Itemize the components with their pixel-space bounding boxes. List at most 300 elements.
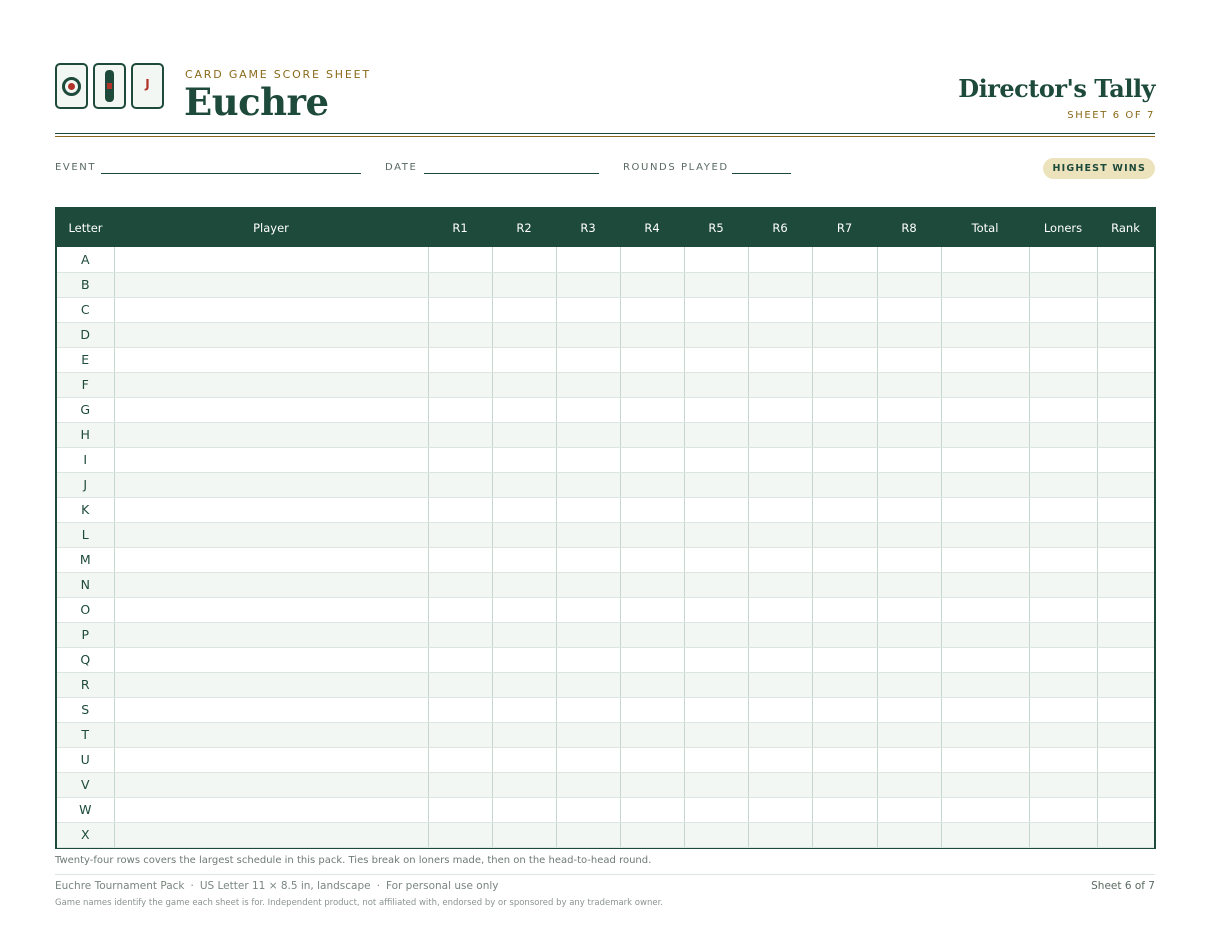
score-cell[interactable] <box>684 322 748 347</box>
score-cell[interactable] <box>428 797 492 822</box>
score-cell[interactable] <box>812 272 877 297</box>
score-cell[interactable] <box>941 697 1029 722</box>
score-cell[interactable] <box>877 372 941 397</box>
score-cell[interactable] <box>556 272 620 297</box>
score-cell[interactable] <box>684 347 748 372</box>
score-cell[interactable] <box>812 747 877 772</box>
score-cell[interactable] <box>748 597 812 622</box>
score-cell[interactable] <box>1029 522 1097 547</box>
score-cell[interactable] <box>877 797 941 822</box>
score-cell[interactable] <box>620 347 684 372</box>
score-cell[interactable] <box>684 447 748 472</box>
score-cell[interactable] <box>1029 697 1097 722</box>
score-cell[interactable] <box>428 747 492 772</box>
score-cell[interactable] <box>428 347 492 372</box>
card-logo <box>55 63 166 109</box>
score-cell[interactable] <box>941 247 1029 272</box>
score-cell[interactable] <box>1097 622 1154 647</box>
score-cell[interactable] <box>684 522 748 547</box>
score-cell[interactable] <box>556 647 620 672</box>
score-cell[interactable] <box>620 272 684 297</box>
score-cell[interactable] <box>556 547 620 572</box>
score-cell[interactable] <box>620 772 684 797</box>
score-cell[interactable] <box>620 322 684 347</box>
score-cell[interactable] <box>428 497 492 522</box>
score-cell[interactable] <box>620 697 684 722</box>
score-cell[interactable] <box>114 272 428 297</box>
score-cell[interactable] <box>1097 422 1154 447</box>
score-cell[interactable] <box>684 247 748 272</box>
score-cell[interactable] <box>684 572 748 597</box>
score-cell[interactable] <box>114 297 428 322</box>
score-cell[interactable] <box>748 347 812 372</box>
score-cell[interactable] <box>428 822 492 847</box>
table-row <box>57 697 1154 722</box>
score-cell[interactable] <box>812 422 877 447</box>
score-cell[interactable] <box>1097 647 1154 672</box>
score-cell[interactable] <box>556 447 620 472</box>
score-cell[interactable] <box>492 622 556 647</box>
score-cell[interactable] <box>114 822 428 847</box>
score-cell[interactable] <box>877 247 941 272</box>
score-cell[interactable] <box>941 672 1029 697</box>
score-cell[interactable] <box>492 822 556 847</box>
score-cell[interactable] <box>492 797 556 822</box>
score-cell[interactable] <box>114 572 428 597</box>
score-cell[interactable] <box>620 422 684 447</box>
score-cell[interactable] <box>492 272 556 297</box>
score-cell[interactable] <box>941 547 1029 572</box>
score-cell[interactable] <box>556 672 620 697</box>
score-cell[interactable] <box>492 672 556 697</box>
score-cell[interactable] <box>748 772 812 797</box>
score-cell[interactable] <box>877 647 941 672</box>
score-cell[interactable] <box>748 622 812 647</box>
score-cell[interactable] <box>684 747 748 772</box>
score-cell[interactable] <box>1097 372 1154 397</box>
score-cell[interactable] <box>941 822 1029 847</box>
score-cell[interactable] <box>492 472 556 497</box>
score-cell[interactable] <box>812 497 877 522</box>
score-cell[interactable] <box>684 297 748 322</box>
score-cell[interactable] <box>684 622 748 647</box>
score-cell[interactable] <box>556 497 620 522</box>
trademark-disclaimer: Game names identify the game each sheet is for. Independent product, not affiliated with, endorsed by or sponsored by any trademark owner. <box>55 898 663 908</box>
score-cell[interactable] <box>877 497 941 522</box>
score-cell[interactable] <box>684 597 748 622</box>
score-cell[interactable] <box>812 297 877 322</box>
score-cell[interactable] <box>428 622 492 647</box>
date-field[interactable] <box>424 173 599 174</box>
score-cell[interactable] <box>877 347 941 372</box>
score-cell[interactable] <box>556 772 620 797</box>
score-cell[interactable] <box>941 772 1029 797</box>
score-cell[interactable] <box>941 522 1029 547</box>
score-cell[interactable] <box>748 797 812 822</box>
score-cell[interactable] <box>684 272 748 297</box>
score-cell[interactable] <box>748 722 812 747</box>
score-cell[interactable] <box>877 822 941 847</box>
rounds-field[interactable] <box>732 173 791 174</box>
score-cell[interactable] <box>428 597 492 622</box>
score-cell[interactable] <box>1029 647 1097 672</box>
score-cell[interactable] <box>556 747 620 772</box>
event-field[interactable] <box>101 173 361 174</box>
score-cell[interactable] <box>748 572 812 597</box>
score-cell[interactable] <box>620 747 684 772</box>
score-cell[interactable] <box>114 522 428 547</box>
score-cell[interactable] <box>620 797 684 822</box>
score-cell[interactable] <box>684 472 748 497</box>
score-cell[interactable] <box>812 772 877 797</box>
score-cell[interactable] <box>1097 597 1154 622</box>
score-cell[interactable] <box>684 397 748 422</box>
score-cell[interactable] <box>620 572 684 597</box>
score-cell[interactable] <box>620 672 684 697</box>
score-cell[interactable] <box>556 697 620 722</box>
score-cell[interactable] <box>877 722 941 747</box>
score-cell[interactable] <box>684 772 748 797</box>
score-cell[interactable] <box>684 822 748 847</box>
score-cell[interactable] <box>492 572 556 597</box>
score-cell[interactable] <box>877 597 941 622</box>
score-cell[interactable] <box>941 372 1029 397</box>
score-cell[interactable] <box>812 522 877 547</box>
score-cell[interactable] <box>941 422 1029 447</box>
score-cell[interactable] <box>492 447 556 472</box>
score-cell[interactable] <box>556 297 620 322</box>
score-cell[interactable] <box>812 472 877 497</box>
score-cell[interactable] <box>114 447 428 472</box>
score-cell[interactable] <box>428 722 492 747</box>
score-cell[interactable] <box>1029 547 1097 572</box>
score-cell[interactable] <box>556 797 620 822</box>
score-cell[interactable] <box>877 772 941 797</box>
score-cell[interactable] <box>428 397 492 422</box>
score-cell[interactable] <box>1029 297 1097 322</box>
score-cell[interactable] <box>877 397 941 422</box>
score-cell[interactable] <box>877 697 941 722</box>
score-cell[interactable] <box>114 797 428 822</box>
score-cell[interactable] <box>492 347 556 372</box>
score-cell[interactable] <box>748 747 812 772</box>
score-cell[interactable] <box>941 297 1029 322</box>
score-cell[interactable] <box>1097 797 1154 822</box>
score-cell[interactable] <box>492 497 556 522</box>
score-cell[interactable] <box>114 497 428 522</box>
score-cell[interactable] <box>1097 697 1154 722</box>
score-cell[interactable] <box>428 697 492 722</box>
score-cell[interactable] <box>556 322 620 347</box>
score-cell[interactable] <box>1029 247 1097 272</box>
score-cell[interactable] <box>492 547 556 572</box>
score-cell[interactable] <box>941 622 1029 647</box>
score-cell[interactable] <box>620 522 684 547</box>
score-cell[interactable] <box>812 647 877 672</box>
score-cell[interactable] <box>428 547 492 572</box>
score-cell[interactable] <box>748 472 812 497</box>
score-cell[interactable] <box>114 472 428 497</box>
score-cell[interactable] <box>1097 572 1154 597</box>
score-cell[interactable] <box>114 322 428 347</box>
score-cell[interactable] <box>492 422 556 447</box>
score-cell[interactable] <box>812 397 877 422</box>
score-cell[interactable] <box>1029 772 1097 797</box>
score-cell[interactable] <box>812 597 877 622</box>
score-cell[interactable] <box>428 672 492 697</box>
score-cell[interactable] <box>1029 347 1097 372</box>
score-cell[interactable] <box>1097 772 1154 797</box>
sheet-kicker: CARD GAME SCORE SHEET <box>185 68 371 81</box>
score-cell[interactable] <box>620 822 684 847</box>
score-cell[interactable] <box>1029 597 1097 622</box>
score-cell[interactable] <box>684 647 748 672</box>
score-cell[interactable] <box>620 397 684 422</box>
score-cell[interactable] <box>941 797 1029 822</box>
score-cell[interactable] <box>428 772 492 797</box>
score-cell[interactable] <box>1029 472 1097 497</box>
score-cell[interactable] <box>1097 497 1154 522</box>
score-cell[interactable] <box>114 697 428 722</box>
score-cell[interactable] <box>877 472 941 497</box>
score-cell[interactable] <box>748 822 812 847</box>
score-cell[interactable] <box>492 397 556 422</box>
score-cell[interactable] <box>492 522 556 547</box>
score-cell[interactable] <box>620 547 684 572</box>
score-cell[interactable] <box>620 722 684 747</box>
score-cell[interactable] <box>684 547 748 572</box>
score-cell[interactable] <box>1097 322 1154 347</box>
score-cell[interactable] <box>556 372 620 397</box>
score-cell[interactable] <box>114 397 428 422</box>
score-cell[interactable] <box>1097 522 1154 547</box>
score-cell[interactable] <box>684 372 748 397</box>
score-cell[interactable] <box>684 797 748 822</box>
score-cell[interactable] <box>428 272 492 297</box>
score-cell[interactable] <box>428 247 492 272</box>
score-cell[interactable] <box>877 272 941 297</box>
score-cell[interactable] <box>1029 397 1097 422</box>
score-cell[interactable] <box>812 447 877 472</box>
score-cell[interactable] <box>1097 347 1154 372</box>
score-cell[interactable] <box>684 422 748 447</box>
score-cell[interactable] <box>812 697 877 722</box>
score-cell[interactable] <box>620 497 684 522</box>
score-cell[interactable] <box>812 372 877 397</box>
score-cell[interactable] <box>1029 447 1097 472</box>
score-cell[interactable] <box>556 572 620 597</box>
score-cell[interactable] <box>877 522 941 547</box>
score-cell[interactable] <box>941 597 1029 622</box>
score-cell[interactable] <box>812 322 877 347</box>
score-cell[interactable] <box>492 372 556 397</box>
score-cell[interactable] <box>748 422 812 447</box>
score-cell[interactable] <box>428 522 492 547</box>
score-cell[interactable] <box>748 297 812 322</box>
score-cell[interactable] <box>620 447 684 472</box>
score-cell[interactable] <box>1097 722 1154 747</box>
score-cell[interactable] <box>748 272 812 297</box>
score-cell[interactable] <box>1097 822 1154 847</box>
score-cell[interactable] <box>748 372 812 397</box>
score-cell[interactable] <box>1029 422 1097 447</box>
score-cell[interactable] <box>492 597 556 622</box>
score-cell[interactable] <box>1029 572 1097 597</box>
score-cell[interactable] <box>941 572 1029 597</box>
score-cell[interactable] <box>556 522 620 547</box>
score-cell[interactable] <box>812 797 877 822</box>
score-cell[interactable] <box>114 772 428 797</box>
score-cell[interactable] <box>428 372 492 397</box>
score-cell[interactable] <box>812 672 877 697</box>
score-cell[interactable] <box>492 772 556 797</box>
score-cell[interactable] <box>556 247 620 272</box>
score-cell[interactable] <box>941 647 1029 672</box>
score-cell[interactable] <box>428 572 492 597</box>
score-cell[interactable] <box>941 447 1029 472</box>
score-cell[interactable] <box>556 622 620 647</box>
score-cell[interactable] <box>620 297 684 322</box>
score-cell[interactable] <box>684 497 748 522</box>
score-cell[interactable] <box>1029 747 1097 772</box>
score-cell[interactable] <box>1097 547 1154 572</box>
score-cell[interactable] <box>684 722 748 747</box>
score-cell[interactable] <box>492 247 556 272</box>
score-cell[interactable] <box>748 247 812 272</box>
score-cell[interactable] <box>684 697 748 722</box>
score-cell[interactable] <box>114 247 428 272</box>
score-cell[interactable] <box>114 347 428 372</box>
score-cell[interactable] <box>1029 622 1097 647</box>
score-cell[interactable] <box>1029 797 1097 822</box>
score-cell[interactable] <box>941 722 1029 747</box>
score-cell[interactable] <box>877 297 941 322</box>
score-cell[interactable] <box>114 547 428 572</box>
score-cell[interactable] <box>684 672 748 697</box>
score-cell[interactable] <box>492 722 556 747</box>
score-cell[interactable] <box>941 322 1029 347</box>
score-cell[interactable] <box>114 597 428 622</box>
score-cell[interactable] <box>877 422 941 447</box>
score-cell[interactable] <box>1097 297 1154 322</box>
score-cell[interactable] <box>748 672 812 697</box>
score-cell[interactable] <box>877 447 941 472</box>
score-cell[interactable] <box>492 697 556 722</box>
score-cell[interactable] <box>428 447 492 472</box>
score-cell[interactable] <box>877 547 941 572</box>
score-cell[interactable] <box>812 547 877 572</box>
score-cell[interactable] <box>556 422 620 447</box>
score-cell[interactable] <box>114 672 428 697</box>
score-cell[interactable] <box>877 622 941 647</box>
score-cell[interactable] <box>812 247 877 272</box>
score-cell[interactable] <box>1097 272 1154 297</box>
score-cell[interactable] <box>748 647 812 672</box>
score-cell[interactable] <box>941 347 1029 372</box>
score-cell[interactable] <box>556 722 620 747</box>
score-cell[interactable] <box>428 422 492 447</box>
score-cell[interactable] <box>428 297 492 322</box>
score-cell[interactable] <box>748 447 812 472</box>
score-cell[interactable] <box>556 397 620 422</box>
column-header: R1 <box>428 209 492 247</box>
score-cell[interactable] <box>1097 247 1154 272</box>
score-cell[interactable] <box>1029 822 1097 847</box>
score-cell[interactable] <box>941 397 1029 422</box>
score-cell[interactable] <box>428 322 492 347</box>
score-cell[interactable] <box>114 622 428 647</box>
score-cell[interactable] <box>1029 672 1097 697</box>
score-cell[interactable] <box>492 647 556 672</box>
score-cell[interactable] <box>428 472 492 497</box>
score-cell[interactable] <box>941 272 1029 297</box>
score-cell[interactable] <box>1097 397 1154 422</box>
score-cell[interactable] <box>748 522 812 547</box>
score-cell[interactable] <box>748 697 812 722</box>
score-cell[interactable] <box>114 647 428 672</box>
score-cell[interactable] <box>114 422 428 447</box>
score-cell[interactable] <box>812 822 877 847</box>
score-cell[interactable] <box>1029 722 1097 747</box>
score-cell[interactable] <box>620 372 684 397</box>
score-cell[interactable] <box>492 322 556 347</box>
column-header: R6 <box>748 209 812 247</box>
score-cell[interactable] <box>748 322 812 347</box>
score-cell[interactable] <box>620 472 684 497</box>
score-cell[interactable] <box>428 647 492 672</box>
score-cell[interactable] <box>1097 472 1154 497</box>
score-cell[interactable] <box>1029 497 1097 522</box>
score-cell[interactable] <box>114 372 428 397</box>
score-cell[interactable] <box>941 472 1029 497</box>
score-cell[interactable] <box>114 747 428 772</box>
score-cell[interactable] <box>941 497 1029 522</box>
score-cell[interactable] <box>492 747 556 772</box>
score-cell[interactable] <box>620 622 684 647</box>
score-cell[interactable] <box>620 247 684 272</box>
score-cell[interactable] <box>1029 322 1097 347</box>
score-cell[interactable] <box>877 747 941 772</box>
score-cell[interactable] <box>1029 272 1097 297</box>
score-cell[interactable] <box>1097 672 1154 697</box>
score-cell[interactable] <box>492 297 556 322</box>
score-cell[interactable] <box>1097 747 1154 772</box>
score-cell[interactable] <box>556 597 620 622</box>
score-cell[interactable] <box>748 397 812 422</box>
score-cell[interactable] <box>748 547 812 572</box>
score-cell[interactable] <box>556 347 620 372</box>
score-cell[interactable] <box>812 572 877 597</box>
score-cell[interactable] <box>556 822 620 847</box>
score-cell[interactable] <box>812 347 877 372</box>
score-cell[interactable] <box>877 572 941 597</box>
score-cell[interactable] <box>620 597 684 622</box>
row-letter: E <box>57 347 114 372</box>
row-letter: Q <box>57 647 114 672</box>
score-cell[interactable] <box>748 497 812 522</box>
score-cell[interactable] <box>1029 372 1097 397</box>
score-cell[interactable] <box>812 622 877 647</box>
score-cell[interactable] <box>556 472 620 497</box>
score-cell[interactable] <box>877 672 941 697</box>
score-cell[interactable] <box>941 747 1029 772</box>
score-cell[interactable] <box>1097 447 1154 472</box>
score-cell[interactable] <box>812 722 877 747</box>
score-cell[interactable] <box>620 647 684 672</box>
score-cell[interactable] <box>877 322 941 347</box>
score-cell[interactable] <box>114 722 428 747</box>
row-letter: N <box>57 572 114 597</box>
